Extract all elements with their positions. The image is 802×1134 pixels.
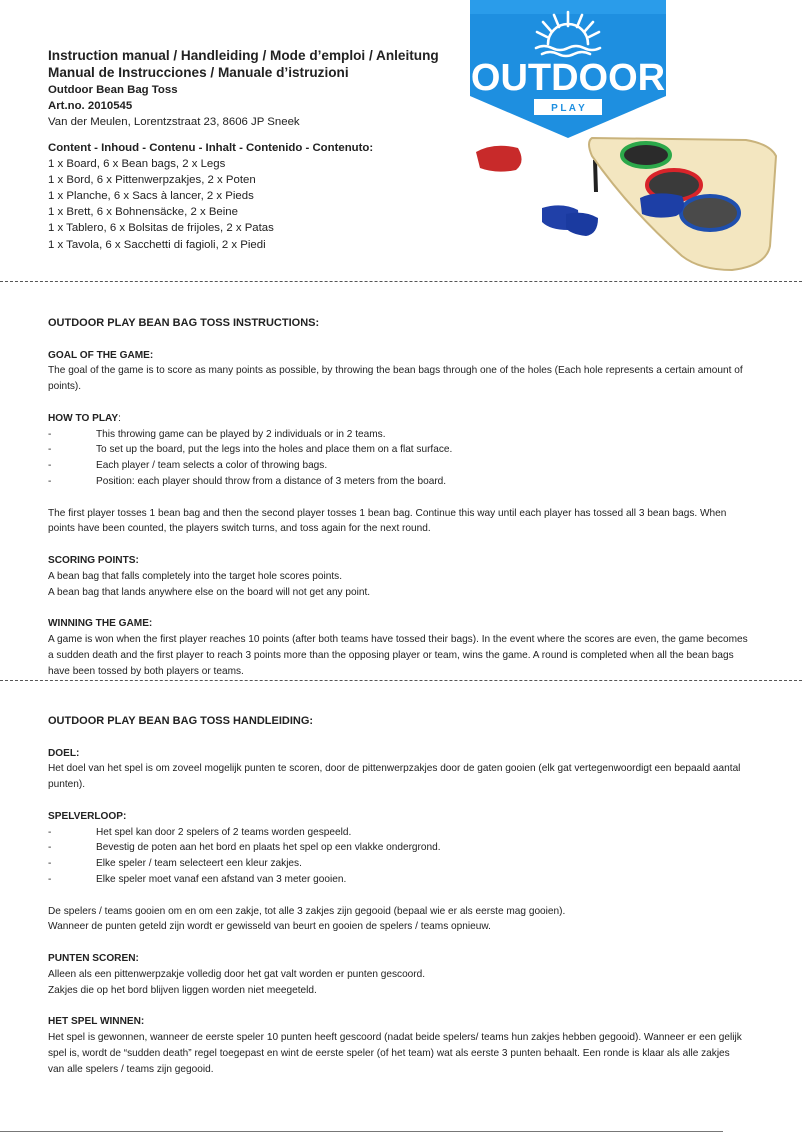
outdoor-play-logo [468,0,668,140]
list-item: - To set up the board, put the legs into the holes and place them on a flat surface. [48,444,453,456]
contents-line: 1 x Tavola, 6 x Sacchetti di fagioli, 2 x Piedi [48,238,266,251]
section-title: OUTDOOR PLAY BEAN BAG TOSS HANDLEIDING: [48,715,314,727]
list-item: - Bevestig de poten aan het bord en plaats het spel op een vlakke ondergrond. [48,842,441,854]
goal-text: Het doel van het spel is om zoveel mogelijk punten te scoren, door de pittenwerpzakjes door de gaten gooien (elk gat vertegenwoordigt een bepaald aantal punten). [48,763,741,791]
list-item: - Position: each player should throw from a distance of 3 meters from the board. [48,475,447,487]
how-to-play-heading: SPELVERLOOP: [48,810,127,822]
logo-subword: P L A Y [551,103,585,114]
scoring-heading: PUNTEN SCOREN: [48,952,139,964]
winning-heading: WINNING THE GAME: [48,618,153,630]
scoring-line: Zakjes die op het bord blijven liggen worden niet meegeteld. [48,984,317,996]
contents-line: 1 x Brett, 6 x Bohnensäcke, 2 x Beine [48,206,238,219]
winning-text: A game is won when the first player reaches 10 points (after both teams have tossed their bags). In the event where the scores are even, the game becomes a sudden death and the first player to reach 3 points more than the opposing player or team, wins the game. A round is completed when all the bean bags have been tossed by both players or teams. [48,633,748,677]
goal-text: The goal of the game is to score as many points as possible, by throwing the bean bags through one of the holes (Each hole represents a certain amount of points). [48,365,743,393]
turns-text: The first player tosses 1 bean bag and then the second player tosses 1 bean bag. Continue this way until each player has tossed all 3 bean bags. When points have been counted, the players switch turns, and toss again for the next round. [48,507,727,535]
turns-line: Wanneer de punten geteld zijn wordt er gewisseld van beurt en gooien de spelers / teams opnieuw. [48,921,491,933]
list-item: - This throwing game can be played by 2 individuals or in 2 teams. [48,428,386,440]
product-name: Outdoor Bean Bag Toss [48,84,178,96]
article-number: Art.no. 2010545 [48,100,133,112]
scoring-line: Alleen als een pittenwerpzakje volledig door het gat valt worden er punten gescoord. [48,968,426,980]
section-title: OUTDOOR PLAY BEAN BAG TOSS INSTRUCTIONS: [48,317,320,329]
section-divider [0,281,802,282]
scoring-heading: SCORING POINTS: [48,554,139,566]
how-to-play-heading: HOW TO PLAY: [48,412,121,424]
page-footer-rule [0,1131,723,1132]
list-item: - Elke speler / team selecteert een kleur zakjes. [48,858,302,870]
company-address: Van der Meulen, Lorentzstraat 23, 8606 JP Sneek [48,116,300,128]
dutch-instructions [48,714,748,1077]
scoring-line: A bean bag that falls completely into the target hole scores points. [48,570,343,582]
document-title: Instruction manual / Handleiding / Mode d’emploi / Anleitung Manual de Instrucciones / Manuale d’istruzioni [48,48,439,80]
logo-word: OUTDOOR [470,57,666,99]
contents-list [48,140,373,253]
goal-heading: GOAL OF THE GAME: [48,349,154,361]
list-item: - Het spel kan door 2 spelers of 2 teams worden gespeeld. [48,826,352,838]
contents-line: 1 x Tablero, 6 x Bolsitas de frijoles, 2 x Patas [48,222,274,235]
winning-text: Het spel is gewonnen, wanneer de eerste speler 10 punten heeft gescoord (nadat beide spelers/ teams hun zakjes hebben gegooid). Wanneer er een gelijk spel is, wordt de “sudden death” regel toegepast en wint de eerste speler (of het team) wat als eerste 3 punten behaalt. Een ronde is klaar als alle zakjes van alle spelers / teams zijn gegooid. [48,1031,742,1075]
scoring-line: A bean bag that lands anywhere else on the board will not get any point. [48,586,371,598]
bean-bag-board-image [470,130,788,280]
list-item: - Elke speler moet vanaf een afstand van 3 meter gooien. [48,873,347,885]
english-instructions [48,316,748,679]
section-divider [0,680,802,681]
winning-heading: HET SPEL WINNEN: [48,1016,145,1028]
turns-line: De spelers / teams gooien om en om een zakje, tot alle 3 zakjes zijn gegooid (bepaal wie er als eerste mag gooien). [48,905,566,917]
contents-line: 1 x Bord, 6 x Pittenwerpzakjes, 2 x Poten [48,174,256,187]
list-item: - Each player / team selects a color of throwing bags. [48,460,328,472]
contents-line: 1 x Planche, 6 x Sacs à lancer, 2 x Pieds [48,190,254,203]
contents-line: 1 x Board, 6 x Bean bags, 2 x Legs [48,158,226,171]
contents-heading: Content - Inhoud - Contenu - Inhalt - Contenido - Contenuto: [48,142,374,154]
goal-heading: DOEL: [48,747,80,759]
